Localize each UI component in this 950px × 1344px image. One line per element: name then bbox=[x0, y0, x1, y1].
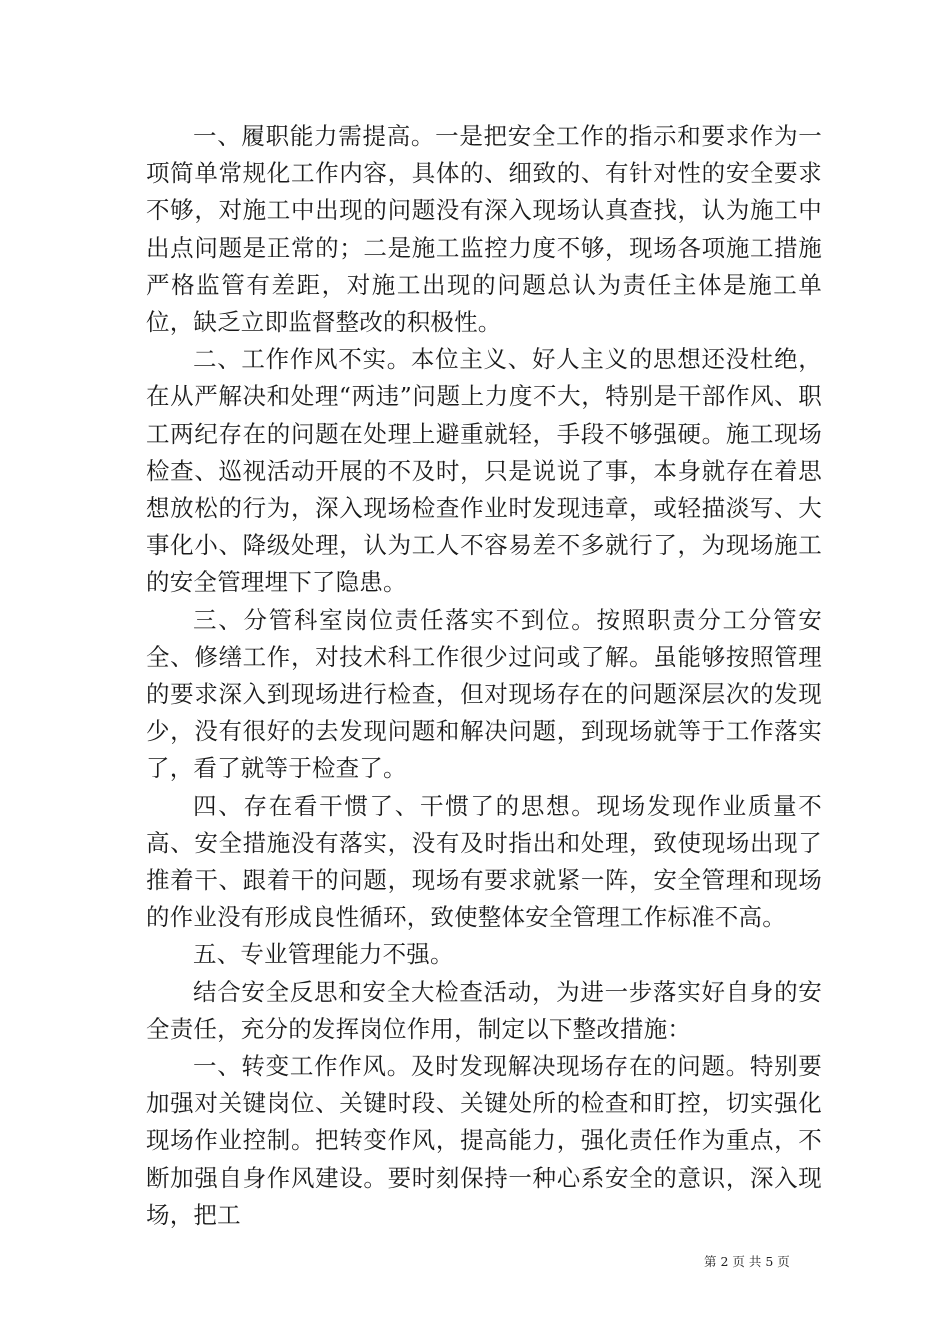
page-number-footer: 第 2 页 共 5 页 bbox=[704, 1254, 790, 1269]
paragraph-2: 二、工作作风不实。本位主义、好人主义的思想还没杜绝，在从严解决和处理“两违”问题上力度不大，特别是干部作风、职工两纪存在的问题在处理上避重就轻，手段不够强硬。施工现场检查、巡视活动开展的不及时，只是说说了事，本身就存在着思想放松的行为，深入现场检查作业时发现违章，或轻描淡写、大事化小、降级处理，认为工人不容易差不多就行了，为现场施工的安全管理埋下了隐患。 bbox=[146, 345, 822, 597]
paragraph-7: 一、转变工作作风。及时发现解决现场存在的问题。特别要加强对关键岗位、关键时段、关键处所的检查和盯控，切实强化现场作业控制。把转变作风，提高能力，强化责任作为重点，不断加强自身作风建设。要时刻保持一种心系安全的意识，深入现场，把工 bbox=[146, 1052, 822, 1229]
paragraph-1: 一、履职能力需提高。一是把安全工作的指示和要求作为一项简单常规化工作内容，具体的、细致的、有针对性的安全要求不够，对施工中出现的问题没有深入现场认真查找，认为施工中出点问题是正常的；二是施工监控力度不够，现场各项施工措施严格监管有差距，对施工出现的问题总认为责任主体是施工单位，缺乏立即监督整改的积极性。 bbox=[146, 122, 822, 337]
paragraph-3: 三、分管科室岗位责任落实不到位。按照职责分工分管安全、修缮工作，对技术科工作很少过问或了解。虽能够按照管理的要求深入到现场进行检查，但对现场存在的问题深层次的发现少，没有很好的去发现问题和解决问题，到现场就等于工作落实了，看了就等于检查了。 bbox=[146, 605, 822, 783]
paragraph-4: 四、存在看干惯了、干惯了的思想。现场发现作业质量不高、安全措施没有落实，没有及时指出和处理，致使现场出现了推着干、跟着干的问题，现场有要求就紧一阵，安全管理和现场的作业没有形成良性循环，致使整体安全管理工作标准不高。 bbox=[146, 791, 822, 932]
paragraph-6: 结合安全反思和安全大检查活动，为进一步落实好自身的安全责任，充分的发挥岗位作用，制定以下整改措施： bbox=[146, 977, 822, 1043]
paragraph-5: 五、专业管理能力不强。 bbox=[193, 940, 454, 969]
document-body bbox=[146, 118, 822, 1234]
